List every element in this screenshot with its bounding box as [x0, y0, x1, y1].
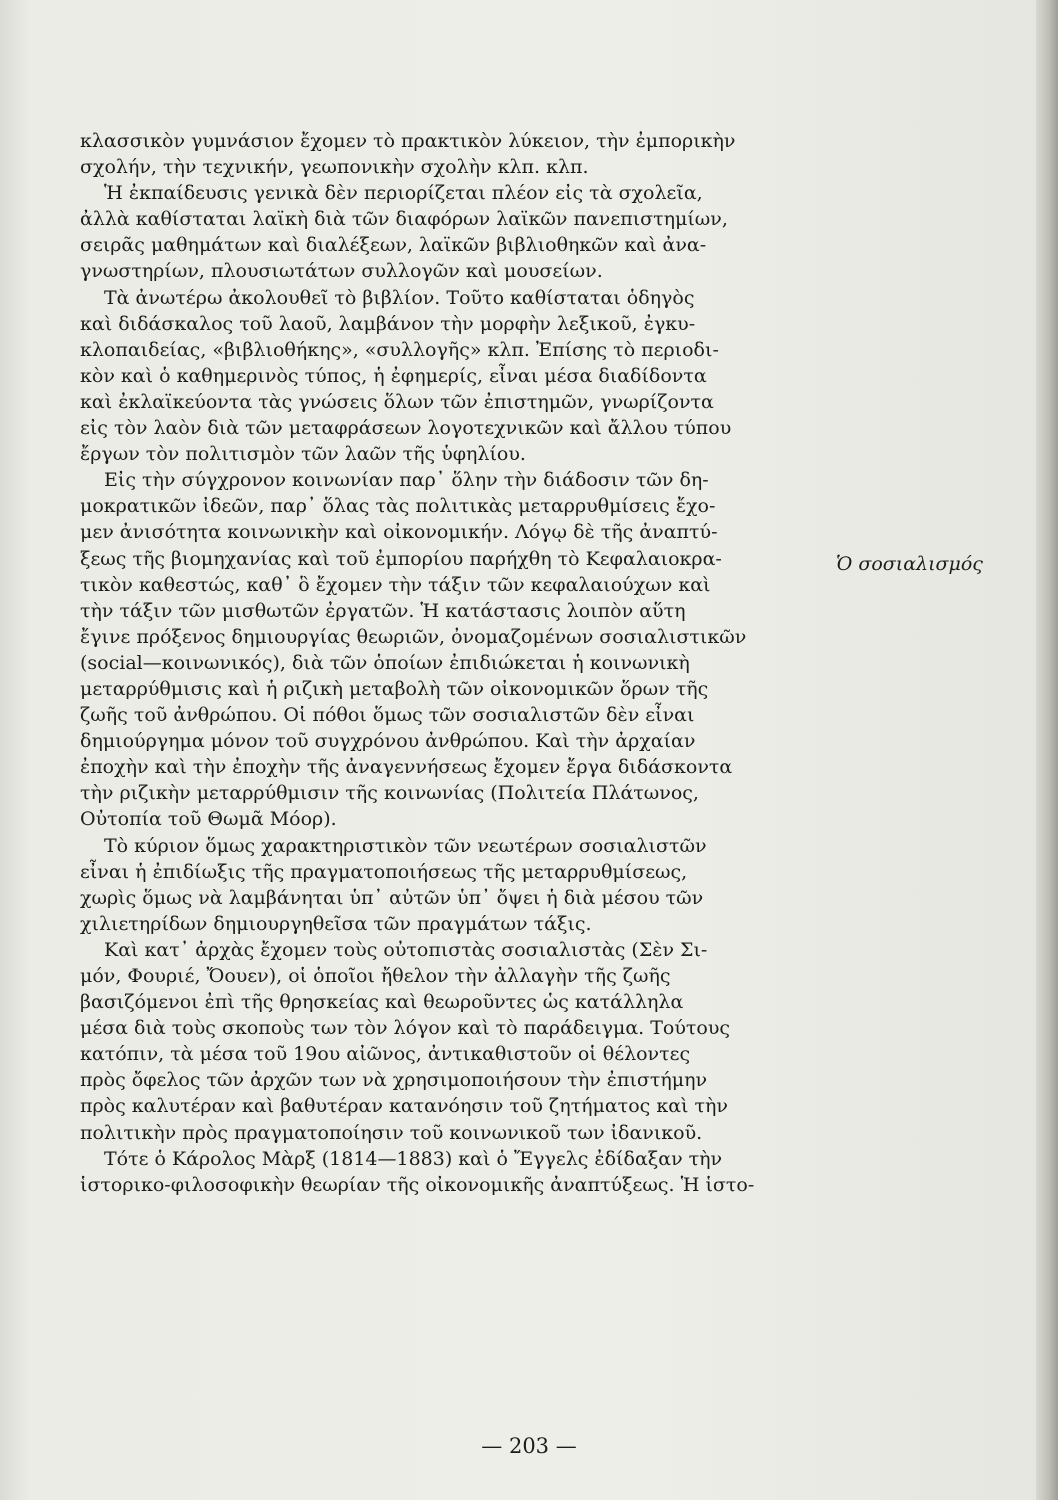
text-line: ἐποχὴν καὶ τὴν ἐποχὴν τῆς ἀναγεννήσεως ἔχομεν ἔργα διδάσκοντα [80, 756, 733, 779]
text-line: μόν, Φουριέ, Ὄουεν), οἱ ὁποῖοι ἤθελον τὴν ἀλλαγὴν τῆς ζωῆς [80, 965, 671, 987]
text-line: ἔργων τὸν πολιτισμὸν τῶν λαῶν τῆς ὑφηλίου. [80, 443, 526, 466]
text-line: δημιούργημα μόνον τοῦ συγχρόνου ἀνθρώπου. Καὶ τὴν ἀρχαίαν [80, 730, 696, 753]
text-line: (social—κοινωνικός), διὰ τῶν ὁποίων ἐπιδιώκεται ἡ κοινωνικὴ [80, 651, 690, 674]
text-line: σειρᾶς μαθημάτων καὶ διαλέξεων, λαϊκῶν βιβλιοθηκῶν καὶ ἀνα- [80, 234, 707, 257]
page-number: — 203 — [481, 1434, 577, 1458]
text-line: χωρὶς ὅμως νὰ λαμβάνηται ὑπ᾽ αὐτῶν ὑπ᾽ ὄψει ἡ διὰ μέσου τῶν [80, 886, 704, 909]
text-line: Καὶ κατ᾽ ἀρχὰς ἔχομεν τοὺς οὐτοπιστὰς σοσιαλιστὰς (Σὲν Σι- [104, 938, 708, 961]
text-line: μεν ἀνισότητα κοινωνικὴν καὶ οἰκονομικήν. Λόγῳ δὲ τῆς ἀναπτύ- [80, 521, 718, 544]
text-line: πολιτικὴν πρὸς πραγματοποίησιν τοῦ κοινωνικοῦ των ἰδανικοῦ. [80, 1121, 703, 1144]
text-line: καὶ ἐκλαϊκεύοντα τὰς γνώσεις ὅλων τῶν ἐπιστημῶν, γνωρίζοντα [80, 390, 714, 413]
text-line: κὸν καὶ ὁ καθημερινὸς τύπος, ἡ ἐφημερίς, εἶναι μέσα διαδίδοντα [80, 364, 707, 387]
book-spine-edge [1036, 0, 1058, 1500]
text-line: πρὸς καλυτέραν καὶ βαθυτέραν κατανόησιν τοῦ ζητήματος καὶ τὴν [80, 1095, 728, 1118]
text-line: ἀλλὰ καθίσταται λαϊκὴ διὰ τῶν διαφόρων λαϊκῶν πανεπιστημίων, [80, 208, 728, 231]
text-line: καὶ διδάσκαλος τοῦ λαοῦ, λαμβάνον τὴν μορφὴν λεξικοῦ, ἐγκυ- [80, 312, 696, 335]
text-line: Τὸ κύριον ὅμως χαρακτηριστικὸν τῶν νεωτέρων σοσιαλιστῶν [104, 834, 707, 857]
text-line: σχολήν, τὴν τεχνικήν, γεωπονικὴν σχολὴν κλπ. κλπ. [80, 156, 589, 179]
text-line: ξεως τῆς βιομηχανίας καὶ τοῦ ἐμπορίου παρήχθη τὸ Κεφαλαιοκρα- [80, 547, 722, 570]
text-line: Τότε ὁ Κάρολος Μὰρξ (1814—1883) καὶ ὁ Ἔγγελς ἐδίδαξαν τὴν [104, 1147, 723, 1170]
text-line: τικὸν καθεστώς, καθ᾽ ὃ ἔχομεν τὴν τάξιν τῶν κεφαλαιούχων καὶ [80, 573, 711, 596]
text-line: πρὸς ὄφελος τῶν ἀρχῶν των νὰ χρησιμοποιήσουν τὴν ἐπιστήμην [80, 1069, 708, 1092]
text-line: τὴν ριζικὴν μεταρρύθμισιν τῆς κοινωνίας (Πολιτεία Πλάτωνος, [80, 782, 699, 805]
text-line: Ἡ ἐκπαίδευσις γενικὰ δὲν περιορίζεται πλέον εἰς τὰ σχολεῖα, [104, 182, 703, 205]
text-line: κλοπαιδείας, «βιβλιοθήκης», «συλλογῆς» κλπ. Ἐπίσης τὸ περιοδι- [80, 338, 719, 361]
text-line: τὴν τάξιν τῶν μισθωτῶν ἐργατῶν. Ἡ κατάστασις λοιπὸν αὕτη [80, 599, 686, 622]
text-line: μοκρατικῶν ἰδεῶν, παρ᾽ ὅλας τὰς πολιτικὰς μεταρρυθμίσεις ἔχο- [80, 495, 716, 518]
text-line: Οὐτοπία τοῦ Θωμᾶ Μόορ). [80, 808, 337, 831]
text-line: γνωστηρίων, πλουσιωτάτων συλλογῶν καὶ μουσείων. [80, 260, 603, 283]
text-line: Τὰ ἀνωτέρω ἀκολουθεῖ τὸ βιβλίον. Τοῦτο καθίσταται ὁδηγὸς [104, 286, 695, 309]
text-line: ἔγινε πρόξενος δημιουργίας θεωριῶν, ὀνομαζομένων σοσιαλιστικῶν [80, 625, 747, 648]
text-line: κλασσικὸν γυμνάσιον ἔχομεν τὸ πρακτικὸν λύκειον, τὴν ἐμπορικὴν [80, 130, 736, 152]
text-line: χιλιετηρίδων δημιουργηθεῖσα τῶν πραγμάτων τάξις. [80, 912, 592, 935]
text-line: εἰς τὸν λαὸν διὰ τῶν μεταφράσεων λογοτεχνικῶν καὶ ἄλλου τύπου [80, 417, 732, 440]
text-line: Εἰς τὴν σύγχρονον κοινωνίαν παρ᾽ ὅλην τὴν διάδοσιν τῶν δη- [104, 469, 709, 492]
text-line: βασιζόμενοι ἐπὶ τῆς θρησκείας καὶ θεωροῦντες ὡς κατάλληλα [80, 991, 684, 1014]
body-text [80, 128, 820, 1198]
text-line: ἱστορικο-φιλοσοφικὴν θεωρίαν τῆς οἰκονομικῆς ἀναπτύξεως. Ἡ ἱστο- [80, 1173, 755, 1196]
text-line: εἶναι ἡ ἐπιδίωξις τῆς πραγματοποιήσεως τῆς μεταρρυθμίσεως, [80, 860, 688, 883]
text-line: μέσα διὰ τοὺς σκοποὺς των τὸν λόγον καὶ τὸ παράδειγμα. Τούτους [80, 1017, 731, 1040]
margin-note: Ὁ σοσιαλισμός [836, 553, 983, 575]
text-line: ζωῆς τοῦ ἀνθρώπου. Οἱ πόθοι ὅμως τῶν σοσιαλιστῶν δὲν εἶναι [80, 704, 695, 727]
text-line: μεταρρύθμισις καὶ ἡ ριζικὴ μεταβολὴ τῶν οἰκονομικῶν ὅρων τῆς [80, 677, 709, 700]
text-line: κατόπιν, τὰ μέσα τοῦ 19ου αἰῶνος, ἀντικαθιστοῦν οἱ θέλοντες [80, 1043, 691, 1066]
